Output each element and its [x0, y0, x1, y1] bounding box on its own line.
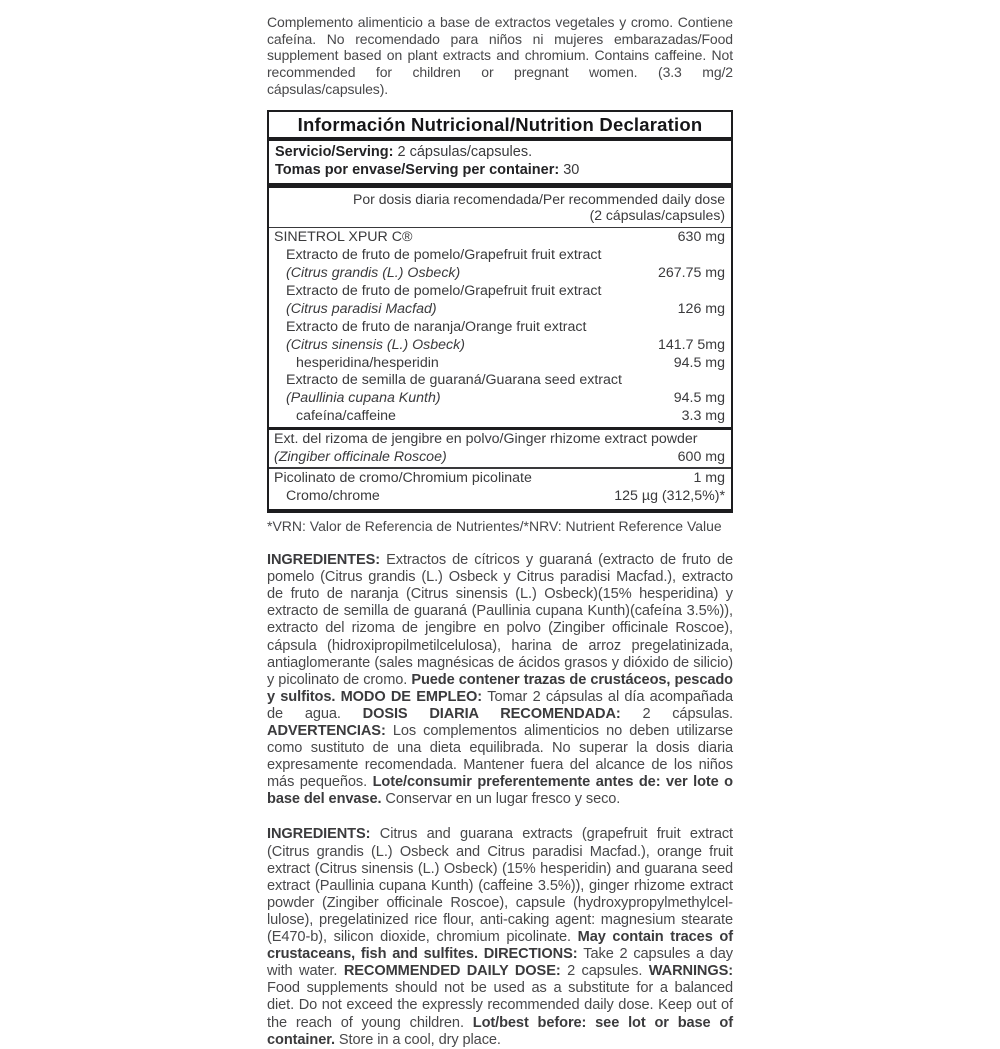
nutrient-name: SINETROL XPUR C®	[274, 229, 413, 246]
nutrient-amount: 125 µg (312,5%)*	[614, 487, 725, 504]
paragraph-bold-segment: INGREDIENTS:	[267, 826, 380, 843]
serving-info	[269, 141, 731, 183]
paragraph-bold-segment: ADVERTENCIAS:	[267, 723, 393, 740]
nutrient-name: (Citrus sinensis (L.) Osbeck)	[286, 336, 465, 353]
nutrient-amount: 3.3 mg	[681, 408, 725, 425]
nutrient-name: (Paullinia cupana Kunth)	[286, 390, 441, 407]
nutrition-row	[269, 337, 731, 355]
nutrient-name: Extracto de fruto de naranja/Orange fruit extract	[286, 318, 587, 335]
paragraph-segment: Take 2 capsules a day with water.	[267, 946, 733, 980]
ingredients-es-paragraph	[267, 552, 733, 808]
nutrition-row	[269, 301, 731, 319]
nutrient-amount: 630 mg	[677, 229, 725, 246]
nutrient-name: Extracto de semilla de guaraná/Guarana seed extract	[286, 372, 622, 389]
nrv-footnote: *VRN: Valor de Referencia de Nutrientes/*NRV: Nutrient Reference Value	[267, 517, 722, 534]
paragraph-segment: Tomar 2 cápsulas al día acompañada de agua.	[267, 688, 733, 722]
nutrient-amount: 126 mg	[677, 300, 725, 317]
paragraph-segment: Extractos de cítricos y guaraná (extracto de fruto de pomelo (Citrus grandis (L.) Osbeck y Citrus paradisi Macfad.), extracto de fruto de naranja (Citrus sinensis (L.) Osbeck)(15% hesperidina) y extracto de semilla de guaraná (Paullinia cupana Kunth)(cafeína 3.5%)), extracto del rizoma de jengibre en polvo (Zingiber officinale Roscoe), cápsula (hidroxipropilmetilcelulosa), harina de arroz pregelatinizada, antiaglomerante (sales magnésicas de ácidos grasos y dióxido de silicio) y picolinato de cromo.	[267, 552, 734, 688]
divider-thin	[269, 467, 731, 468]
nutrition-row	[269, 319, 731, 337]
nutrition-row	[269, 408, 731, 426]
nutrition-row	[269, 283, 731, 301]
nutrition-row	[269, 470, 731, 488]
paragraph-segment: 2 cápsulas.	[642, 705, 733, 722]
nutrient-name: (Citrus paradisi Macfad)	[286, 300, 437, 317]
paragraph-segment: Store in a cool, dry place.	[338, 1031, 501, 1048]
container-label: Tomas por envase/Serving per container:	[275, 161, 560, 178]
ingredients-en-paragraph	[267, 826, 733, 1048]
paragraph-segment: Conservar en un lugar fresco y seco.	[385, 791, 621, 808]
nutrition-row	[269, 247, 731, 265]
dose-header-line1: Por dosis diaria recomendada/Per recommended daily dose	[353, 190, 725, 207]
nutrition-row	[269, 390, 731, 408]
nutrient-amount: 94.5 mg	[673, 390, 725, 407]
paragraph-bold-segment: INGREDIENTES:	[267, 552, 387, 569]
paragraph-segment: Food supplements should not be used as a substitute for a balanced diet. Do not exceed the expressly recommended daily dose. Keep out of the reach of young children.	[267, 980, 733, 1031]
nutrition-row	[269, 355, 731, 373]
nutrient-name: Extracto de fruto de pomelo/Grapefruit fruit extract	[286, 247, 602, 264]
supplement-notice: Complemento alimenticio a base de extractos vegetales y cromo. Contiene cafeína. No recomendado para niños ni mujeres embarazadas/Food supplement based on plant extracts and chromium. Contains caffeine. Not recommended for children or pregnant women. (3.3 mg/2 cápsulas/capsules).	[267, 14, 733, 97]
paragraph-bold-segment: WARNINGS:	[648, 963, 733, 980]
paragraph-bold-segment: Puede contener trazas de crustáceos, pescado y sulfitos. MODO DE EMPLEO:	[267, 671, 733, 705]
nutrient-name: Ext. del rizoma de jengibre en polvo/Ginger rhizome extract powder	[274, 430, 698, 447]
nutrient-amount: 267.75 mg	[657, 265, 725, 281]
paragraph-bold-segment: DOSIS DIARIA RECOMENDADA:	[362, 705, 643, 722]
paragraph-segment: Los complementos alimenticios no deben utilizarse como sustituto de una dieta equilibrada. No superar la dosis diaria expresamente recomendada. Mantener fuera del alcance de los niños más pequeños.	[267, 723, 733, 791]
serving-line	[275, 144, 725, 162]
nutrition-declaration-box	[267, 110, 733, 513]
nutrition-row	[269, 372, 731, 390]
nutrient-name: Picolinato de cromo/Chromium picolinate	[274, 469, 532, 486]
nutrition-row	[269, 449, 731, 467]
container-value: 30	[563, 161, 580, 178]
nutrient-name: (Zingiber officinale Roscoe)	[274, 448, 447, 465]
paragraph-bold-segment: May contain traces of crustaceans, fish and sulfites. DIRECTIONS:	[267, 929, 733, 963]
nutrition-row	[269, 431, 731, 449]
label-content	[267, 14, 733, 1049]
nutrient-amount: 141.7 5mg	[657, 336, 725, 353]
nutrient-name: Cromo/chrome	[286, 487, 380, 504]
nutrition-table-title: Información Nutricional/Nutrition Declaration	[297, 113, 703, 135]
dose-header-line2: (2 cápsulas/capsules)	[589, 207, 725, 224]
nutrient-name: (Citrus grandis (L.) Osbeck)	[286, 265, 461, 281]
divider-medium	[269, 427, 731, 430]
dose-header	[269, 188, 731, 227]
serving-label: Servicio/Serving:	[275, 144, 394, 161]
nutrition-rows	[269, 228, 731, 508]
nutrition-row	[269, 229, 731, 247]
nutrition-row	[269, 488, 731, 506]
serving-value: 2 cápsulas/capsules.	[397, 144, 533, 161]
paragraph-bold-segment: Lot/best before: see lot or base of container.	[267, 1014, 733, 1048]
nutrient-name: hesperidina/hesperidin	[296, 354, 439, 371]
paragraph-segment: Citrus and guarana extracts (grapefruit fruit extract (Citrus grandis (L.) Osbeck and Citrus paradisi Macfad.), orange fruit extract (Citrus sinensis (L.) Osbeck) (15% hesperidin) and guarana seed extract (Paullinia cupana Kunth) (caffeine 3.5%)), ginger rhizome extract powder (Zingiber officinale Roscoe), capsule (hydroxypropylmethylcellulose), pregelatinized rice flour, anti-caking agent: magnesium stearate (E470-b), silicon dioxide, chromium picolinate.	[267, 826, 733, 946]
nutrition-row	[269, 265, 731, 283]
container-line	[275, 162, 725, 180]
paragraph-bold-segment: Lote/consumir preferentemente antes de: ver lote o base del envase.	[267, 774, 733, 808]
nutrient-name: Extracto de fruto de pomelo/Grapefruit fruit extract	[286, 282, 602, 299]
nutrient-amount: 94.5 mg	[673, 354, 725, 371]
nutrient-name: cafeína/caffeine	[296, 408, 396, 425]
paragraph-segment: 2 capsules.	[567, 963, 649, 980]
paragraph-bold-segment: RECOMMENDED DAILY DOSE:	[343, 963, 568, 980]
nutrient-amount: 600 mg	[677, 448, 725, 465]
nutrient-amount: 1 mg	[693, 469, 725, 486]
